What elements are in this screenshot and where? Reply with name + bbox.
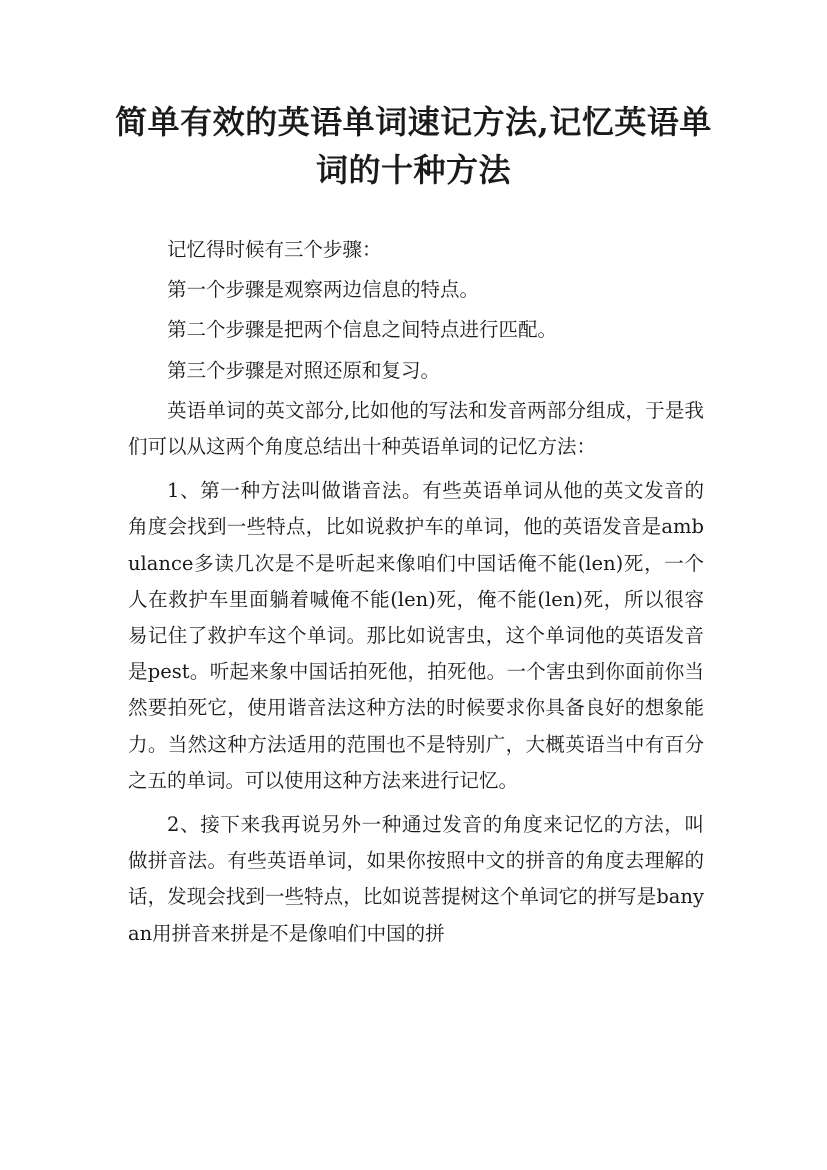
paragraph-overview: 英语单词的英文部分,比如他的写法和发音两部分组成，于是我们可以从这两个角度总结出十种英语单词的记忆方法： bbox=[128, 398, 704, 459]
paragraph-step-three: 第三个步骤是对照还原和复习。 bbox=[167, 358, 441, 382]
paragraph-method-homophone: 1、第一种方法叫做谐音法。有些英语单词从他的英文发音的角度会找到一些特点，比如说救护车的单词，他的英语发音是ambulance多读几次是不是听起来像咱们中国话俺不能(len)死，一个人在救护车里面躺着喊俺不能(len)死，俺不能(len)死，所以很容易记住了救护车这个单词。那比如说害虫，这个单词他的英语发音是pest。听起来象中国话拍死他，拍死他。一个害虫到你面前你当然要拍死它，使用谐音法这种方法的时候要求你具备良好的想象能力。当然这种方法适用的范围也不是特别广，大概英语当中有百分之五的单词。可以使用这种方法来进行记忆。 bbox=[128, 479, 704, 792]
document-body bbox=[128, 232, 704, 960]
paragraph-method-pinyin: 2、接下来我再说另外一种通过发音的角度来记忆的方法，叫做拼音法。有些英语单词，如果你按照中文的拼音的角度去理解的话，发现会找到一些特点，比如说菩提树这个单词它的拼写是banyan用拼音来拼是不是像咱们中国的拼 bbox=[128, 813, 704, 945]
paragraph-step-two: 第二个步骤是把两个信息之间特点进行匹配。 bbox=[167, 318, 558, 342]
paragraph-step-one: 第一个步骤是观察两边信息的特点。 bbox=[167, 278, 480, 302]
document-title: 简单有效的英语单词速记方法,记忆英语单词的十种方法 bbox=[115, 103, 712, 189]
paragraph-steps-intro: 记忆得时候有三个步骤： bbox=[167, 238, 382, 261]
